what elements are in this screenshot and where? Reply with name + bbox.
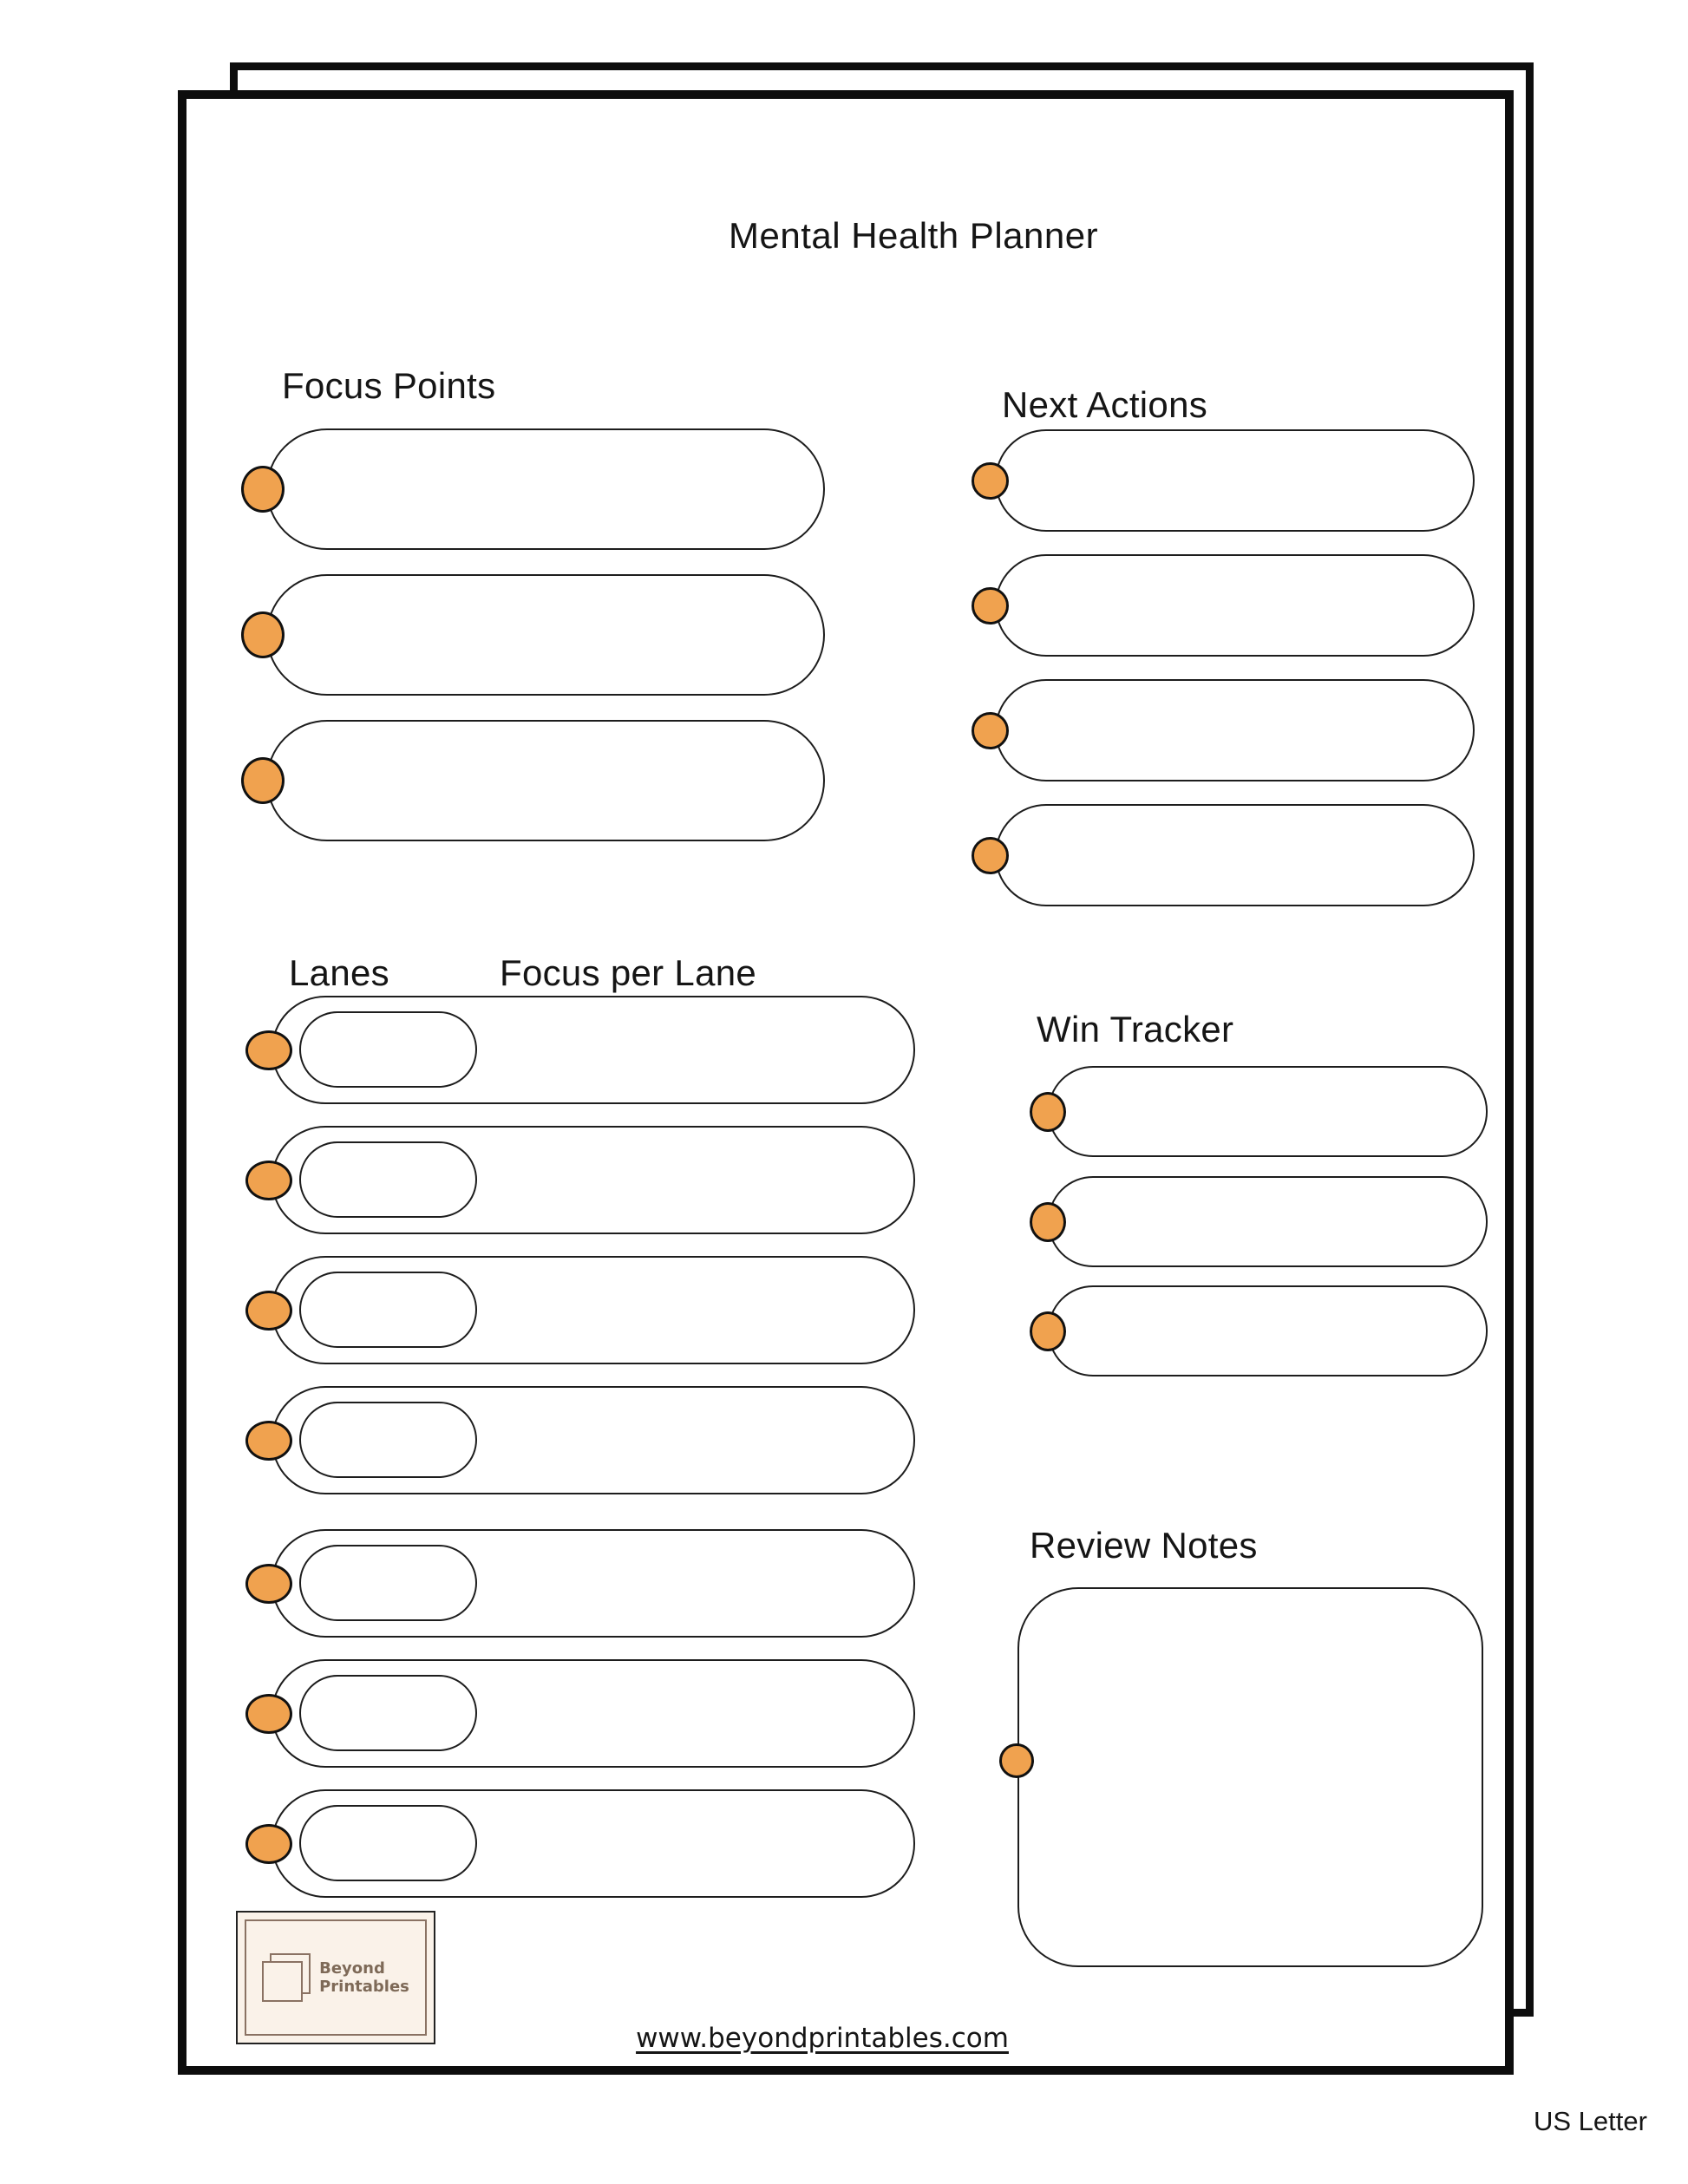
review-notes-heading: Review Notes (1030, 1525, 1258, 1566)
lane-label-field (299, 1141, 477, 1218)
bullet-dot-icon (972, 712, 1009, 749)
bullet-dot-icon (972, 587, 1009, 624)
next-action-field (995, 679, 1475, 781)
bullet-dot-icon (1030, 1092, 1066, 1132)
logo-frame (245, 1919, 427, 2036)
next-action-field (995, 429, 1475, 532)
win-field (1048, 1285, 1488, 1376)
page-size-label: US Letter (1534, 2106, 1647, 2136)
lane-label-field (299, 1011, 477, 1088)
bullet-dot-icon (1030, 1311, 1066, 1351)
focus-point-field (266, 574, 825, 696)
pages-icon (262, 1953, 311, 2002)
bullet-dot-icon (245, 1030, 292, 1070)
win-field (1048, 1176, 1488, 1267)
lane-label-field (299, 1272, 477, 1348)
review-notes-field (1017, 1587, 1483, 1967)
bullet-dot-icon (245, 1161, 292, 1200)
bullet-dot-icon (245, 1824, 292, 1864)
win-field (1048, 1066, 1488, 1157)
brand-logo (236, 1911, 435, 2044)
next-actions-heading: Next Actions (1002, 384, 1208, 425)
bullet-dot-icon (241, 757, 285, 804)
page-sheet (178, 90, 1514, 2075)
focus-point-field (266, 428, 825, 550)
bullet-dot-icon (999, 1743, 1034, 1778)
website-link[interactable]: www.beyondprintables.com (636, 2023, 1009, 2054)
lane-label-field (299, 1805, 477, 1881)
bullet-dot-icon (972, 462, 1009, 500)
bullet-dot-icon (245, 1291, 292, 1331)
lane-label-field (299, 1402, 477, 1478)
bullet-dot-icon (1030, 1202, 1066, 1242)
lane-label-field (299, 1675, 477, 1751)
win-tracker-heading: Win Tracker (1037, 1009, 1234, 1049)
logo-text-line1: Beyond (319, 1958, 385, 1978)
bullet-dot-icon (972, 837, 1009, 874)
bullet-dot-icon (241, 611, 285, 658)
lane-label-field (299, 1545, 477, 1621)
focus-per-lane-heading: Focus per Lane (500, 952, 757, 993)
page-title: Mental Health Planner (729, 215, 1099, 256)
lanes-heading: Lanes (289, 952, 389, 993)
bullet-dot-icon (245, 1564, 292, 1604)
logo-wordmark (319, 1959, 409, 1996)
logo-text-line2: Printables (319, 1978, 409, 1996)
next-action-field (995, 804, 1475, 906)
focus-point-field (266, 720, 825, 841)
focus-points-heading: Focus Points (282, 365, 496, 406)
bullet-dot-icon (241, 466, 285, 513)
bullet-dot-icon (245, 1694, 292, 1734)
next-action-field (995, 554, 1475, 657)
bullet-dot-icon (245, 1421, 292, 1461)
